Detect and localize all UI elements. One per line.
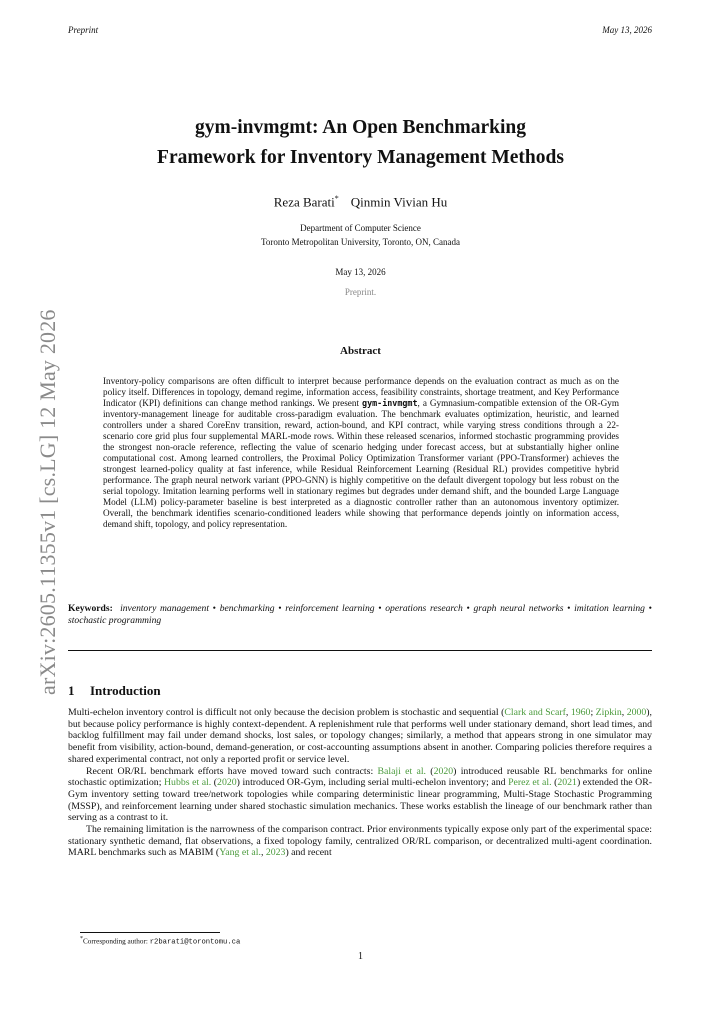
keyword: inventory management	[120, 603, 210, 614]
abstract-body	[103, 376, 619, 530]
intro-text: ,	[621, 707, 627, 718]
abstract-text-start: Inventory-policy comparisons are often difficult to interpret because performance depends on the evaluation contract as much as on the policy itself. Differences in topology, demand regime, information access, feasibility constraints, shortage treatment, and Key Performance Indicator (KPI) definitions can change method rankings. We present	[103, 376, 619, 408]
citation-link[interactable]: Yang et al.	[219, 847, 261, 859]
footnote-rule	[80, 932, 220, 933]
intro-text: ), but because policy performance is highly context-dependent. A replenishment rule that performs well under stationary demand, short lead times, and backlog fulfillment may fail under demand shocks, lost sales, or topology changes; similarly, a method that appears strong in one simulator may benefit from visibility, action-bound, demand-generation, or cost-accounting assumptions absent in another. Comparing policies therefore requires a shared experimental contract, not only a reported profit or service level.	[68, 707, 653, 765]
intro-paragraph-3	[68, 824, 652, 859]
citation-link[interactable]: 2023	[265, 847, 286, 859]
intro-text: Multi-echelon inventory control is difficult not only because the decision problem is stochastic and sequential (	[68, 707, 505, 718]
affiliation-university: Toronto Metropolitan University, Toronto, ON, Canada	[261, 237, 460, 247]
title-line-1: gym-invmgmt: An Open Benchmarking	[195, 117, 526, 138]
introduction-body	[68, 707, 652, 859]
citation-link[interactable]: 2021	[557, 777, 577, 789]
intro-text: (	[426, 765, 434, 777]
section-number: 1	[68, 683, 75, 698]
running-header-left: Preprint	[68, 25, 99, 35]
intro-text: (	[211, 777, 218, 789]
author-2: Qinmin Vivian Hu	[350, 194, 448, 210]
intro-paragraph-2	[68, 766, 652, 825]
keyword: reinforcement learning	[285, 603, 375, 614]
citation-link[interactable]: Balaji et al.	[377, 765, 427, 777]
citation-link[interactable]: Clark and Scarf	[504, 707, 566, 718]
keywords-block: Keywords: inventory management • benchmarking • reinforcement learning • operations research • graph neural networks • imitation learning • stochastic programming	[68, 603, 652, 626]
intro-text: ,	[565, 707, 571, 718]
package-name-code: gym-invmgmt	[362, 398, 418, 408]
intro-text: ,	[260, 847, 266, 859]
intro-text: The remaining limitation is the narrowness of the comparison contract. Prior environments typically expose only part of the experimental space: stationary synthetic demand, flat observations, a fixed topology family, centralized OR/RL comparison, or decentralized multi-agent coordination. MARL benchmarks such as MABIM (	[68, 824, 652, 859]
intro-text: (	[551, 777, 558, 789]
section-divider	[68, 650, 652, 651]
footnote	[80, 936, 240, 946]
intro-text: ;	[590, 707, 596, 718]
arxiv-side-identifier: arXiv:2605.11355v1 [cs.LG] 12 May 2026	[35, 309, 60, 695]
intro-text: Recent OR/RL benchmark efforts have moved toward such contracts:	[86, 765, 378, 777]
citation-link[interactable]: 1960	[570, 707, 591, 718]
title-line-2: Framework for Inventory Management Methods	[157, 147, 564, 168]
affiliation-department: Department of Computer Science	[300, 223, 421, 233]
corresponding-author-mark: *	[334, 194, 339, 203]
keyword: imitation learning	[574, 603, 645, 614]
corresponding-email: r2barati@torontomu.ca	[149, 938, 241, 947]
citation-link[interactable]: 2000	[626, 707, 647, 718]
keyword: stochastic programming	[68, 615, 162, 626]
intro-paragraph-1	[68, 707, 652, 766]
citation-link[interactable]: 2020	[433, 765, 454, 777]
intro-text: ) extended the OR-Gym inventory setting toward tree/network topologies while comparing deterministic linear programming, Multi-Stage Stochastic Programming (MSSP), and reinforcement learning under shared stochastic simulation mechanics. These works establish the lineage of our benchmark rather than serving as a contrast to it.	[68, 777, 653, 824]
intro-text: ) introduced reusable RL benchmarks for online stochastic optimization;	[68, 765, 652, 789]
paper-status: Preprint.	[344, 287, 377, 297]
citation-link[interactable]: Zipkin	[595, 707, 622, 718]
author-list	[0, 194, 721, 210]
paper-date: May 13, 2026	[335, 267, 386, 277]
intro-text: ) and recent	[285, 847, 332, 859]
abstract-heading: Abstract	[340, 345, 381, 357]
citation-link[interactable]: Perez et al.	[508, 777, 552, 789]
keyword: benchmarking	[219, 603, 275, 614]
running-header-date: May 13, 2026	[602, 25, 652, 35]
keywords-label: Keywords:	[68, 603, 113, 614]
footnote-label: Corresponding author:	[83, 937, 150, 946]
paper-title	[0, 113, 721, 173]
citation-link[interactable]: Hubbs et al.	[163, 777, 212, 789]
keyword: graph neural networks	[473, 603, 564, 614]
author-1: Reza Barati	[273, 194, 335, 210]
intro-text: ) introduced OR-Gym, including serial multi-echelon inventory; and	[236, 777, 509, 789]
page-number: 1	[358, 951, 363, 962]
section-title: Introduction	[90, 683, 161, 698]
keyword: operations research	[385, 603, 463, 614]
footnote-mark: *	[80, 936, 83, 942]
abstract-text-rest: , a Gymnasium-compatible extension of the OR-Gym inventory-management lineage for auditable cross-paradigm evaluation. The benchmark evaluates optimization, heuristic, and learned controllers under a shared CoreEnv transition, reward, action-bound, and KPI contract, while varying stress conditions through a 22-scenario core grid plus four supplemental MARL-mode rows. Within these released scenarios, informed stochastic programming provides the strongest non-oracle reference, reflecting the value of scenario hedging under forecast access, but at substantially higher online computational cost. Among learned controllers, the Proximal Policy Optimization Transformer variant (PPO-Transformer) achieves the strongest learned-policy quality at fast inference, while Residual Reinforcement Learning (Residual RL) provides competitive hybrid performance. The graph neural network variant (PPO-GNN) is highly competitive on the default divergent topology but less robust on the serial topology. Imitation learning performs well in stationary regimes but degrades under demand shift, and the bounded Large Language Model (LLM) policy-parameter baseline is best interpreted as a diagnostic controller rather than an autonomous inventory optimizer. Overall, the benchmark identifies scenario-conditioned leaders while showing that performance depends jointly on information access, demand shift, topology, and policy representation.	[103, 398, 619, 529]
citation-link[interactable]: 2020	[217, 777, 237, 789]
